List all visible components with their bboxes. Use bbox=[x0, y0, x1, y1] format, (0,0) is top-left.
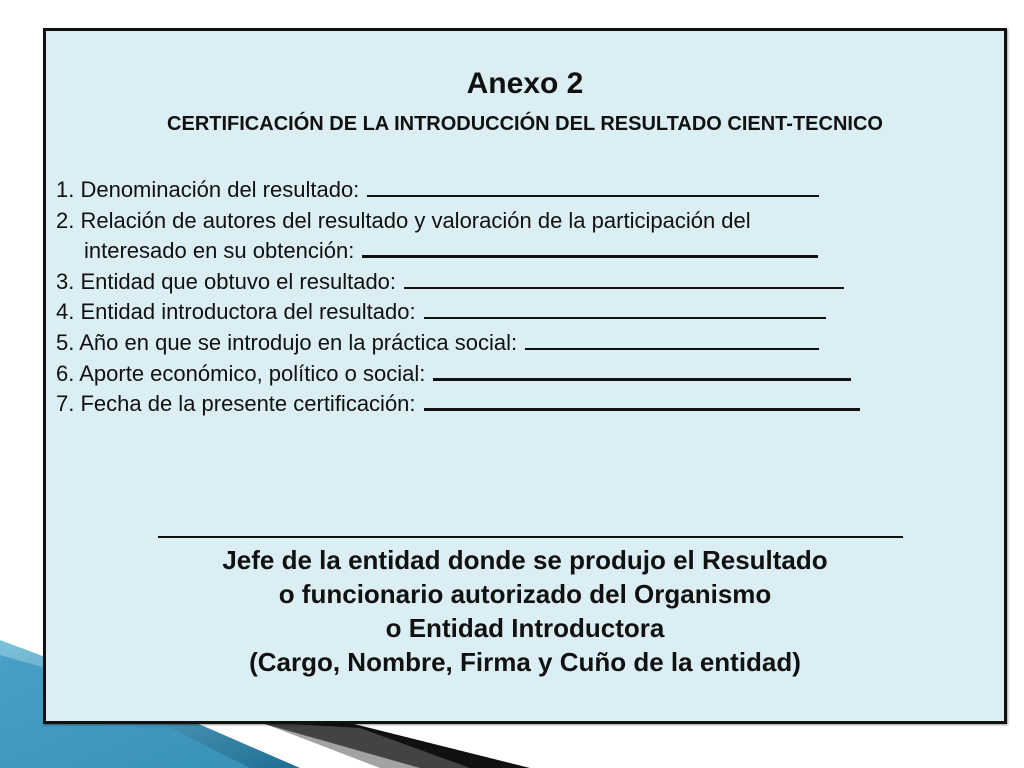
signature-line-1: Jefe de la entidad donde se produjo el Resultado bbox=[222, 545, 828, 575]
list-item bbox=[56, 206, 986, 237]
list-item bbox=[56, 328, 986, 359]
field-label-autores-cont: interesado en su obtención: bbox=[84, 238, 355, 264]
blank-line bbox=[362, 237, 818, 258]
document-subtitle: CERTIFICACIÓN DE LA INTRODUCCIÓN DEL RESULTADO CIENT-TECNICO bbox=[167, 113, 883, 135]
list-item bbox=[56, 236, 986, 267]
signature-line-4: (Cargo, Nombre, Firma y Cuño de la entidad) bbox=[249, 647, 801, 677]
field-label-denominacion: 1. Denominación del resultado: bbox=[56, 177, 360, 202]
list-item bbox=[56, 389, 986, 420]
blank-line bbox=[404, 269, 844, 289]
blank-line bbox=[367, 177, 819, 197]
blank-line bbox=[424, 390, 860, 411]
field-label-entidad-obtuvo: 3. Entidad que obtuvo el resultado: bbox=[56, 268, 397, 294]
list-item bbox=[56, 175, 986, 206]
field-label-fecha: 7. Fecha de la presente certificación: bbox=[56, 391, 416, 417]
field-label-entidad-introductora: 4. Entidad introductora del resultado: bbox=[56, 299, 416, 325]
signature-line bbox=[158, 536, 903, 538]
blank-line bbox=[424, 299, 826, 319]
field-label-anio: 5. Año en que se introdujo en la práctica social: bbox=[56, 329, 518, 355]
signature-line-2: o funcionario autorizado del Organismo bbox=[278, 579, 772, 609]
field-label-autores: 2. Relación de autores del resultado y valoración de la participación del bbox=[56, 207, 751, 233]
blank-line bbox=[525, 330, 819, 350]
list-item bbox=[56, 267, 986, 298]
signature-block bbox=[46, 543, 1004, 679]
fields-list bbox=[56, 175, 986, 420]
list-item bbox=[56, 359, 986, 390]
list-item bbox=[56, 297, 986, 328]
blank-line bbox=[433, 360, 851, 381]
field-label-aporte: 6. Aporte económico, político o social: bbox=[56, 360, 426, 386]
certificate-card bbox=[43, 28, 1007, 724]
signature-line-3: o Entidad Introductora bbox=[385, 613, 665, 643]
page-title: Anexo 2 bbox=[466, 67, 584, 100]
